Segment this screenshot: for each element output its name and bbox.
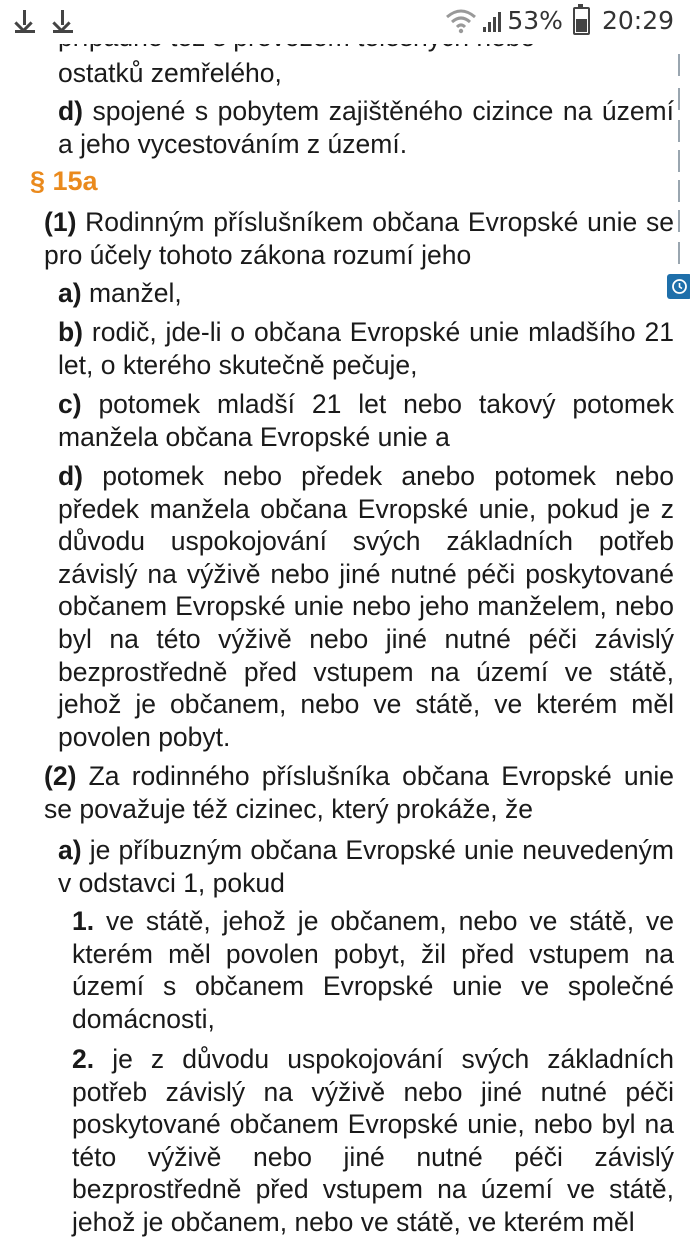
list-item-d: d) potomek nebo předek anebo potomek nebo předek manžela občana Evropské unie, pokud je z důvodu uspokojování svých základních potřeb závislý na výživě nebo jiné nutné péči poskytované občanem Evropské unie nebo jeho manželem, nebo byl na této výživě nebo jiné nutné péči závislý bezprostředně před vstupem na území ve státě, jehož je občanem, nebo ve státě, ve kterém měl povolen pobyt. [58,461,674,752]
rail-tab[interactable] [678,88,690,110]
battery-percent: 53% [507,6,563,35]
item-label: a) [58,835,82,865]
item-label: 2. [72,1044,95,1074]
item-label: c) [58,389,82,419]
item-label: d) [58,461,84,491]
history-icon [671,278,688,295]
paragraph-prev-c-end: ostatků zemřelého, [58,58,282,88]
rail-tab[interactable] [678,150,690,172]
list-item-b: b) rodič, jde-li o občana Evropské unie mladšího 21 let, o kterého skutečně pečuje, [58,317,674,380]
rail-tab[interactable] [678,120,690,142]
download-icon [52,6,74,34]
list-item-a: a) manžel, [58,278,182,308]
paragraph-1: (1) Rodinným příslušníkem občana Evropské unie se pro účely tohoto zákona rozumí jeho [44,207,674,270]
rail-tab[interactable] [678,242,690,264]
section-heading: § 15a [30,166,98,196]
item-label: 1. [72,906,95,936]
signal-icon [483,10,501,32]
list-item-2: 2. je z důvodu uspokojování svých základních potřeb závislý na výživě nebo jiné nutné péči poskytované občanem Evropské unie, nebo byl na této výživě nebo jiné nutné péči závislý bezprostředně před vstupem na území ve státě, jehož je občanem, nebo ve státě, ve kterém měl [72,1044,674,1237]
history-button[interactable] [667,274,690,299]
item-label: d) [58,96,84,126]
list-item-1: 1. ve státě, jehož je občanem, nebo ve státě, ve kterém měl povolen pobyt, žil před vstupem na území s občanem Evropské unie ve společné domácnosti, [72,906,674,1034]
rail-tab[interactable] [678,210,690,232]
list-item-c: c) potomek mladší 21 let nebo takový potomek manžela občana Evropské unie a [58,389,674,452]
item-label: (2) [44,761,77,791]
paragraph-prev-d: d) spojené s pobytem zajištěného cizince na území a jeho vycestováním z území. [58,96,674,159]
rail-tab[interactable] [678,54,690,76]
paragraph-2: (2) Za rodinného příslušníka občana Evropské unie se považuje též cizinec, který prokáže, že [44,761,674,824]
battery-icon [573,7,590,35]
download-icon [14,6,36,34]
item-label: (1) [44,207,77,237]
list-item-a2: a) je příbuzným občana Evropské unie neuvedeným v odstavci 1, pokud [58,835,674,898]
item-label: a) [58,278,82,308]
side-rail[interactable] [676,44,690,304]
clock: 20:29 [601,6,674,35]
wifi-icon [445,8,477,34]
item-label: b) [58,317,84,347]
status-bar [0,0,690,44]
rail-tab[interactable] [678,180,690,202]
